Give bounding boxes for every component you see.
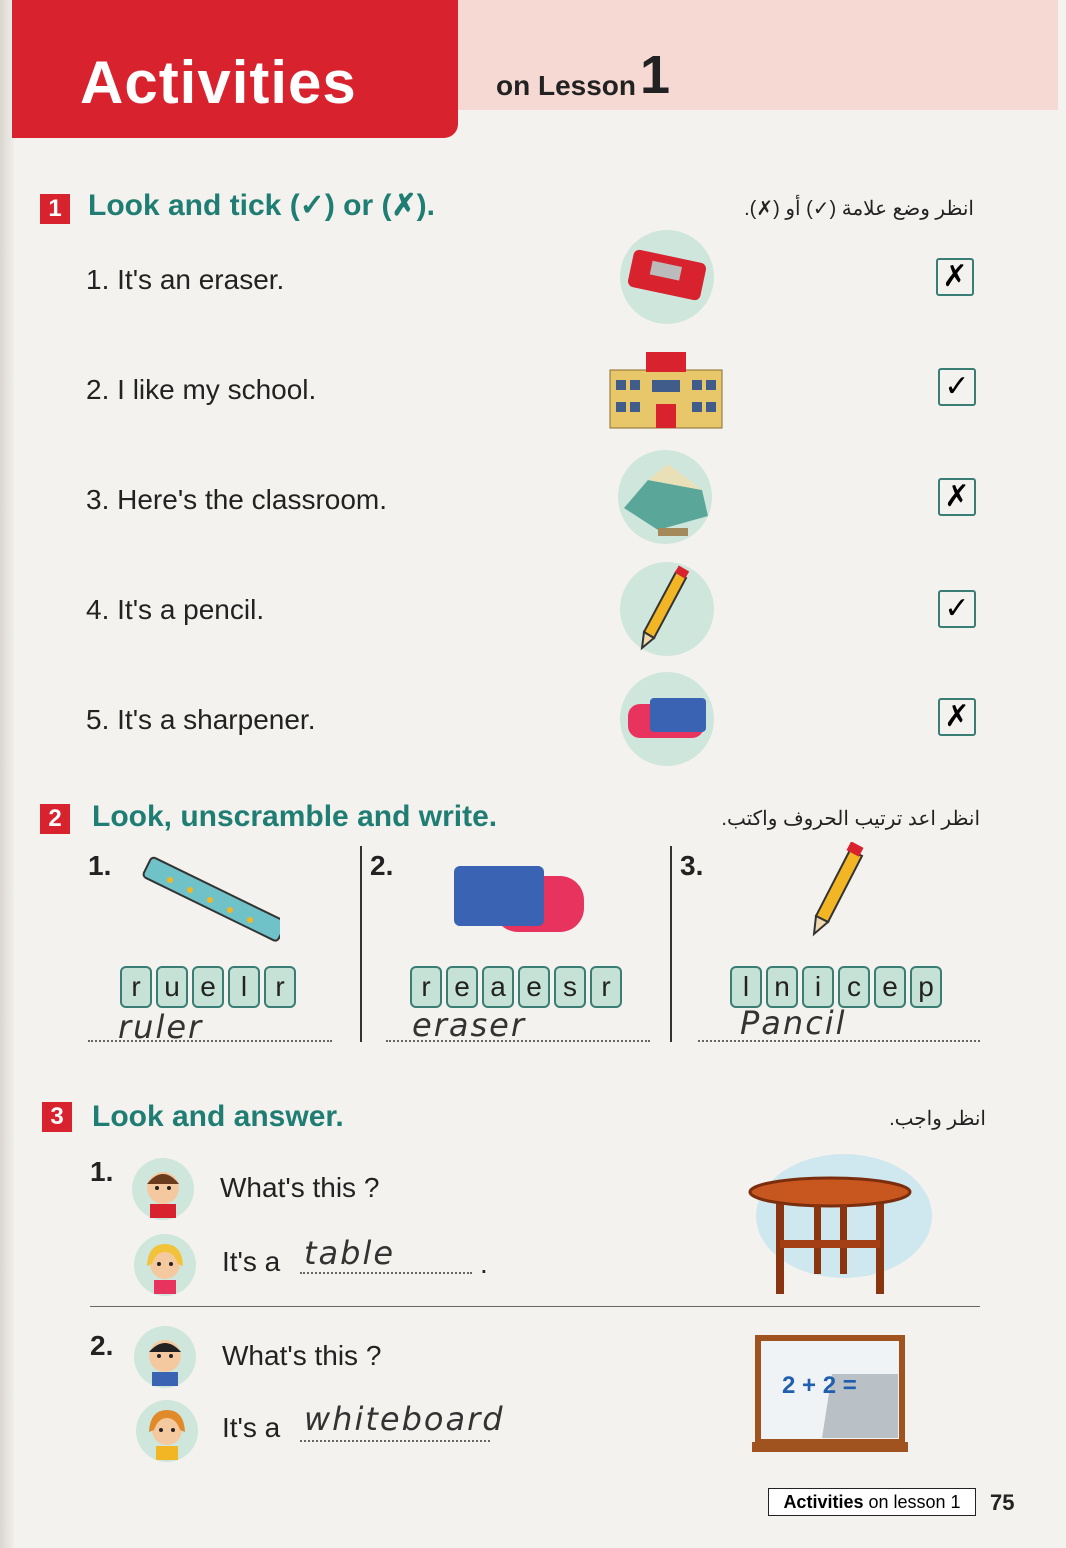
- tick-box-4[interactable]: [938, 590, 976, 628]
- s1-item-4: 4. It's a pencil.: [86, 594, 265, 625]
- section-1-number: 1: [40, 194, 70, 224]
- letter-tile: s: [554, 966, 586, 1008]
- letter-tile: c: [838, 966, 870, 1008]
- section-3-divider: [90, 1306, 980, 1307]
- page-edge: [0, 0, 14, 1548]
- s1-item-2: 2. I like my school.: [86, 374, 317, 405]
- tick-box-3[interactable]: [938, 478, 976, 516]
- section-2-title: Look, unscramble and write.: [92, 800, 498, 833]
- letter-tile: u: [156, 966, 188, 1008]
- s2-item-3-number: 3.: [680, 850, 704, 881]
- tick-mark-5: ✗: [944, 700, 970, 733]
- pencil-icon: [620, 562, 714, 656]
- s3-question-1: What's this ?: [220, 1172, 380, 1203]
- tick-mark-2: ✓: [944, 370, 970, 403]
- s3-answer-line-1: [300, 1272, 472, 1274]
- letter-tile: l: [228, 966, 260, 1008]
- page-subtitle: on Lesson: [496, 70, 637, 101]
- letter-tile: e: [446, 966, 478, 1008]
- column-divider-2: [670, 846, 672, 1042]
- letter-tile: a: [482, 966, 514, 1008]
- letter-tile: r: [120, 966, 152, 1008]
- pencil-icon: [806, 842, 866, 938]
- whiteboard-text: 2 + 2 =: [782, 1372, 857, 1399]
- tick-mark-3: ✗: [944, 480, 970, 513]
- s2-item-3-letters: [730, 966, 942, 1008]
- s2-item-2-letters: [410, 966, 622, 1008]
- classroom-icon: [618, 450, 712, 544]
- boy-avatar: [132, 1158, 194, 1220]
- s3-answer-prefix-1: It's a: [222, 1246, 281, 1277]
- tick-mark-1: ✗: [942, 260, 968, 293]
- s3-answer-line-2: [300, 1440, 490, 1442]
- letter-tile: n: [766, 966, 798, 1008]
- s1-item-3: 3. Here's the classroom.: [86, 484, 388, 515]
- school-icon: [606, 346, 726, 430]
- section-3-arabic: انظر واجب.: [889, 1108, 986, 1130]
- letter-tile: r: [264, 966, 296, 1008]
- footer-label-rest: on lesson 1: [863, 1492, 961, 1512]
- s3-answer-prefix-2: It's a: [222, 1412, 281, 1443]
- letter-tile: r: [590, 966, 622, 1008]
- section-3-title: Look and answer.: [92, 1100, 344, 1133]
- section-1-arabic: انظر وضع علامة (✓) أو (✗).: [744, 198, 974, 220]
- s1-item-1: 1. It's an eraser.: [86, 264, 285, 295]
- eraser-icon: [620, 672, 714, 766]
- s2-answer-3[interactable]: Pancil: [740, 1004, 847, 1042]
- section-2-arabic: انظر اعد ترتيب الحروف واكتب.: [721, 808, 980, 830]
- s1-item-5: 5. It's a sharpener.: [86, 704, 316, 735]
- letter-tile: p: [910, 966, 942, 1008]
- section-1-title: Look and tick (✓) or (✗).: [88, 189, 435, 222]
- s3-item-2-number: 2.: [90, 1330, 114, 1361]
- page-title: Activities: [80, 49, 357, 116]
- sharpener-icon: [620, 230, 714, 324]
- footer-label-bold: Activities: [783, 1492, 864, 1512]
- s3-question-2: What's this ?: [222, 1340, 382, 1371]
- section-3-number: 3: [42, 1102, 72, 1132]
- s3-answer-2[interactable]: whiteboard: [304, 1400, 505, 1438]
- letter-tile: e: [518, 966, 550, 1008]
- s2-item-2-number: 2.: [370, 850, 394, 881]
- letter-tile: i: [802, 966, 834, 1008]
- s2-answer-1[interactable]: ruler: [118, 1008, 204, 1046]
- letter-tile: e: [192, 966, 224, 1008]
- table-icon: [744, 1150, 934, 1300]
- column-divider-1: [360, 846, 362, 1042]
- girl-avatar: [136, 1400, 198, 1462]
- eraser-icon: [454, 860, 586, 934]
- footer-label: [768, 1488, 976, 1516]
- girl-avatar: [134, 1234, 196, 1296]
- s3-item-1-number: 1.: [90, 1156, 114, 1187]
- letter-tile: e: [874, 966, 906, 1008]
- s2-item-1-number: 1.: [88, 850, 112, 881]
- tick-box-2[interactable]: [938, 368, 976, 406]
- s3-answer-1[interactable]: table: [304, 1234, 396, 1272]
- lesson-number: 1: [640, 45, 671, 105]
- letter-tile: l: [730, 966, 762, 1008]
- letter-tile: r: [410, 966, 442, 1008]
- page-number: 75: [990, 1490, 1015, 1515]
- s2-answer-2[interactable]: eraser: [412, 1006, 526, 1044]
- s3-answer-end-1: .: [480, 1248, 488, 1279]
- ruler-icon: [140, 850, 280, 944]
- tick-mark-4: ✓: [944, 592, 970, 625]
- section-2-number: 2: [40, 804, 70, 834]
- tick-box-5[interactable]: [938, 698, 976, 736]
- s2-item-1-letters: [120, 966, 296, 1008]
- tick-box-1[interactable]: [936, 258, 974, 296]
- boy-avatar: [134, 1326, 196, 1388]
